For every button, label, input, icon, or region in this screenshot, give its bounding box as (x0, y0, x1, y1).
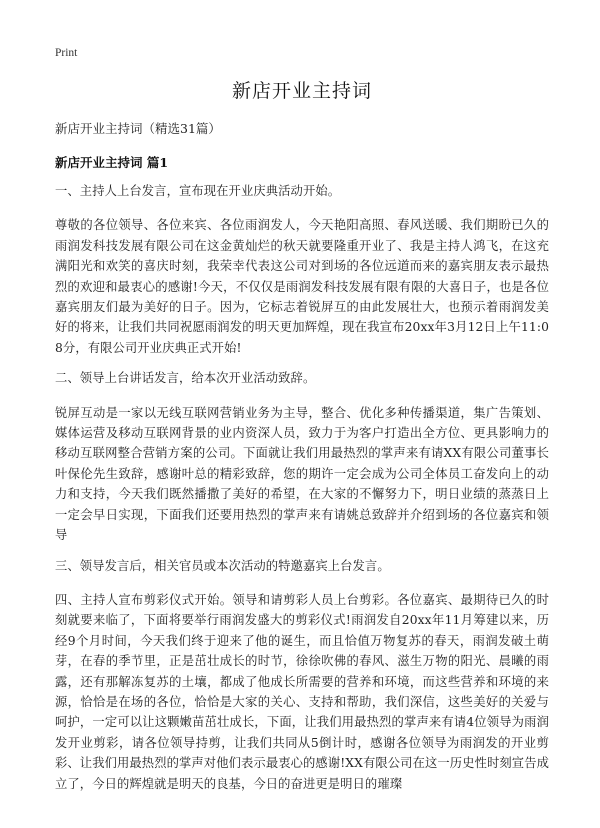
page-title: 新店开业主持词 (231, 80, 372, 102)
paragraph-company-intro: 锐屏互动是一家以无线互联网营销业务为主导，整合、优化多种传播渠道，集广告策划、媒体运营及移动互联网背景的业内资深人员，致力于为客户打造出全方位、更具影响力的移动互联网整合营销方案的公司。下面就让我们用最热烈的掌声来有请XX有限公司董事长叶保伦先生致辞，感谢叶总的精彩致辞，您的期许一定会成为公司全体员工奋发向上的动力和支持，今天我们既然播撒了美好的希望，在大家的不懈努力下，明日业绩的蒸蒸日上一定会早日实现，下面我们还要用热烈的掌声来有请姚总致辞并介绍到场的各位嘉宾和领导 (55, 405, 549, 543)
paragraph-step-3: 三、领导发言后，相关官员或本次活动的特邀嘉宾上台发言。 (55, 558, 390, 573)
section-heading: 新店开业主持词 篇1 (55, 155, 169, 170)
document-subtitle: 新店开业主持词（精选31篇） (55, 121, 221, 136)
print-link[interactable]: Print (55, 47, 78, 59)
document-page (55, 76, 549, 804)
paragraph-ribbon-cutting: 四、主持人宣布剪彩仪式开始。领导和请剪彩人员上台剪彩。各位嘉宾、最期待已久的时刻就要来临了，下面将要举行雨润发盛大的剪彩仪式!雨润发自20xx年11月筹建以来，历经9个月时间，今天我们终于迎来了他的诞生，而且恰值万物复苏的春天，雨润发破土萌芽，在春的季节里，正是茁壮成长的时节，徐徐吹佛的春风、滋生万物的阳光、晨曦的雨露，还有那解冻复苏的土壤，都成了他成长所需要的营养和环境，而这些营养和环境的来源，恰恰是在场的各位，恰恰是大家的关心、支持和帮助，我们深信，这些美好的关爱与呵护，一定可以让这颗嫩苗茁壮成长，下面，让我们用最热烈的掌声来有请4位领导为雨润发开业剪彩，请各位领导持剪，让我们共同从5倒计时，感谢各位领导为雨润发的开业剪彩、让我们用最热烈的掌声对他们表示最衷心的感谢!XX有限公司在这一历史性时刻宣告成立了，今日的辉煌就是明天的良基，今日的奋进更是明日的璀璨 (55, 592, 549, 791)
paragraph-step-1: 一、主持人上台发言，宣布现在开业庆典活动开始。 (55, 184, 341, 198)
paragraph-opening-speech: 尊敬的各位领导、各位来宾、各位雨润发人，今天艳阳高照、春风送暖、我们期盼已久的雨润发科技发展有限公司在这金黄灿烂的秋天就要隆重开业了、我是主持人鸿飞，在这充满阳光和欢笑的喜庆时刻，我荣幸代表这公司对到场的各位远道而来的嘉宾朋友表示最热烈的欢迎和最衷心的感谢!今天，不仅仅是雨润发科技发展有限有限的大喜日子，也是各位嘉宾朋友们最为美好的日子。因为，它标志着锐屏互的由此发展壮大，也预示着雨润发美好的将来，让我们共同祝愿雨润发的明天更加辉煌，现在我宣布20xx年3月12日上午11:08分，有限公司开业庆典正式开始! (55, 218, 549, 355)
paragraph-step-2: 二、领导上台讲话发言，给本次开业活动致辞。 (55, 371, 316, 386)
